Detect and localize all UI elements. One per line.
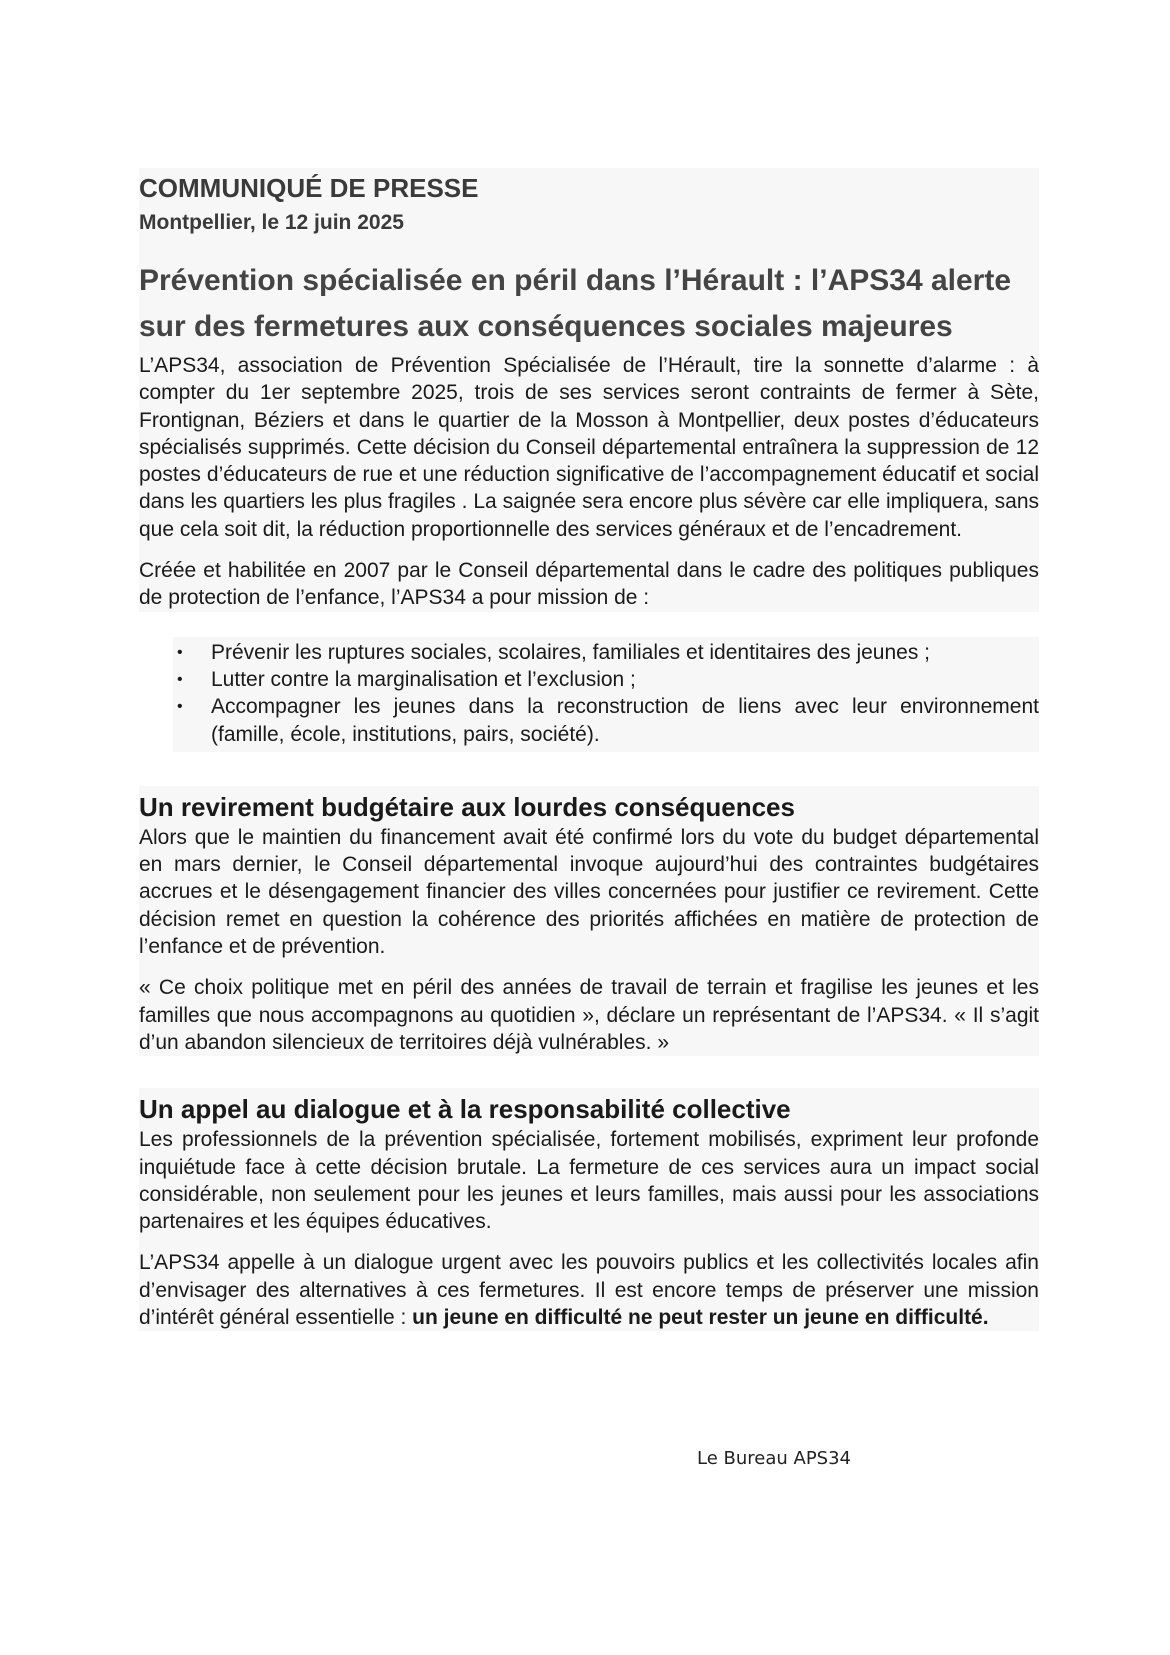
section-title-budget: Un revirement budgétaire aux lourdes conséquences bbox=[139, 791, 795, 822]
mission-paragraph: Créée et habilitée en 2007 par le Conseil départemental dans le cadre des politiques publiques de protection de l’enfance, l’APS34 a pour mission de : bbox=[139, 559, 1039, 610]
list-item bbox=[177, 639, 1039, 666]
headline-line-2: sur des fermetures aux conséquences sociales majeures bbox=[139, 310, 953, 343]
section-title-dialogue: Un appel au dialogue et à la responsabilité collective bbox=[139, 1094, 791, 1125]
document-type-label: COMMUNIQUÉ DE PRESSE bbox=[139, 173, 479, 203]
signature: Le Bureau APS34 bbox=[697, 1448, 852, 1469]
section-dialogue-paragraph-2 bbox=[139, 1235, 1039, 1331]
list-item-text: Prévenir les ruptures sociales, scolaires, familiales et identitaires des jeunes ; bbox=[211, 640, 930, 664]
header-block bbox=[139, 168, 1039, 612]
bullet-icon: • bbox=[177, 670, 183, 688]
dateline: Montpellier, le 12 juin 2025 bbox=[139, 211, 404, 234]
section-budget bbox=[139, 786, 1039, 1056]
headline-line-1: Prévention spécialisée en péril dans l’Hérault : l’APS34 alerte bbox=[139, 264, 1012, 297]
appeal-text: L’APS34 appelle à un dialogue urgent avec les pouvoirs publics et les collectivités locales afin d’envisager des alternatives à ces fermetures. Il est encore temps de préserver une mission d’intérêt général essentielle : bbox=[139, 1251, 1039, 1330]
section-dialogue bbox=[139, 1088, 1039, 1331]
list-item-text: Accompagner les jeunes dans la reconstruction de liens avec leur environnement (famille, école, institutions, pairs, société). bbox=[211, 695, 1039, 746]
list-item bbox=[177, 693, 1039, 748]
list-item-text: Lutter contre la marginalisation et l’exclusion ; bbox=[211, 667, 636, 691]
bullet-icon: • bbox=[177, 643, 183, 661]
headline bbox=[139, 258, 1039, 350]
appeal-emphasis: un jeune en difficulté ne peut rester un jeune en difficulté. bbox=[412, 1306, 989, 1330]
press-release-body bbox=[139, 168, 1039, 1331]
intro-paragraph: L’APS34, association de Prévention Spécialisée de l’Hérault, tire la sonnette d’alarme : à compter du 1er septembre 2025, trois de ses services seront contraints de fermer à Sète, Frontignan, Béziers et dans le quartier de la Mosson à Montpellier, deux postes d’éducateurs spécialisés supprimés. Cette décision du Conseil départemental entraînera la suppression de 12 postes d’éducateurs de rue et une réduction significative de l’accompagnement éducatif et social dans les quartiers les plus fragiles . La saignée sera encore plus sévère car elle impliquera, sans que cela soit dit, la réduction proportionnelle des services généraux et de l’encadrement. bbox=[139, 354, 1039, 541]
section-budget-paragraph-1: Alors que le maintien du financement avait été confirmé lors du vote du budget départemental en mars dernier, le Conseil départemental invoque aujourd’hui des contraintes budgétaires accrues et le désengagement financier des villes concernées pour justifier ce revirement. Cette décision remet en question la cohérence des priorités affichées en matière de protection de l’enfance et de prévention. bbox=[139, 825, 1039, 959]
list-item bbox=[177, 666, 1039, 693]
mission-list bbox=[173, 637, 1039, 752]
bullet-icon: • bbox=[177, 698, 183, 716]
section-budget-quote: « Ce choix politique met en péril des années de travail de terrain et fragilise les jeunes et les familles que nous accompagnons au quotidien », déclare un représentant de l’APS34. « Il s’agit d’un abandon silencieux de territoires déjà vulnérables. » bbox=[139, 976, 1039, 1054]
section-dialogue-paragraph-1: Les professionnels de la prévention spécialisée, fortement mobilisés, expriment leur profonde inquiétude face à cette décision brutale. La fermeture de ces services aura un impact social considérable, non seulement pour les jeunes et leurs familles, mais aussi pour les associations partenaires et les équipes éducatives. bbox=[139, 1128, 1039, 1234]
